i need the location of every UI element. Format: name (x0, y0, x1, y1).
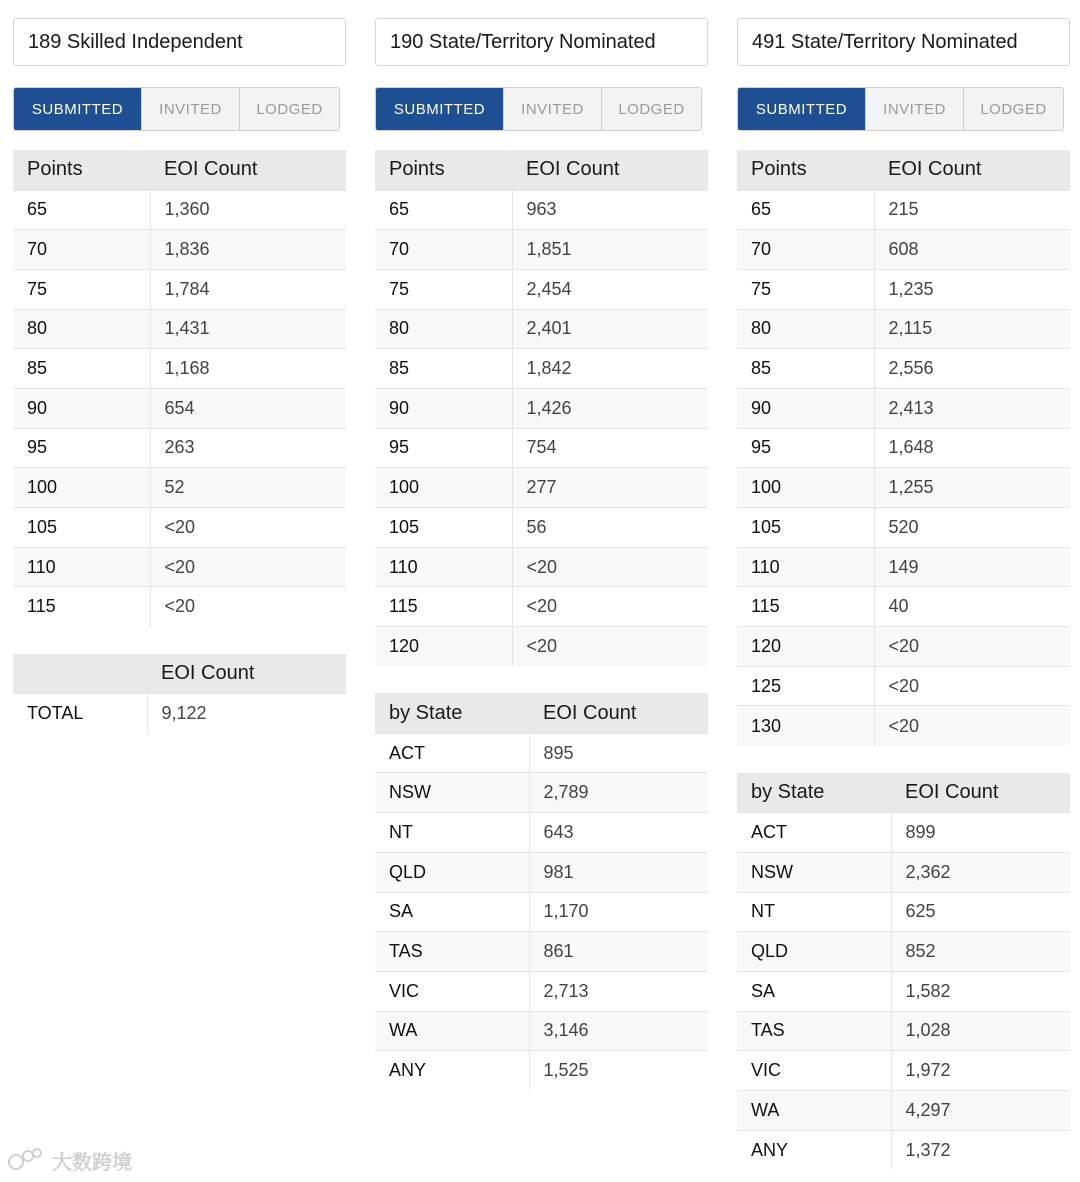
row-label-cell: SA (737, 971, 891, 1011)
table-row (737, 349, 1070, 389)
tab-invited[interactable]: INVITED (865, 88, 963, 130)
eoi-count-cell: 4,297 (891, 1090, 1070, 1130)
eoi-count-cell: 1,842 (512, 349, 708, 389)
table-header-row (737, 150, 1070, 190)
column-header: by State (737, 773, 891, 813)
row-label-cell: 105 (737, 508, 874, 548)
eoi-count-cell: 52 (150, 468, 346, 508)
table-row (13, 269, 346, 309)
table-row (737, 627, 1070, 667)
table-row (13, 468, 346, 508)
table-row (737, 892, 1070, 932)
table-row (375, 892, 708, 932)
row-label-cell: TAS (737, 1011, 891, 1051)
row-label-cell: 120 (737, 627, 874, 667)
table-row (737, 508, 1070, 548)
table-row (375, 547, 708, 587)
row-label-cell: 65 (375, 190, 512, 230)
row-label-cell: 75 (375, 269, 512, 309)
column-header: EOI Count (874, 150, 1070, 190)
eoi-count-cell: 2,713 (529, 971, 708, 1011)
eoi-count-cell: 3,146 (529, 1011, 708, 1051)
eoi-count-cell: 2,556 (874, 349, 1070, 389)
eoi-count-cell: <20 (874, 706, 1070, 746)
table-row (13, 694, 346, 734)
table-row (375, 813, 708, 853)
watermark (8, 1146, 132, 1175)
table-row (375, 932, 708, 972)
eoi-count-cell: 1,525 (529, 1051, 708, 1091)
table-row (375, 587, 708, 627)
visa-subclass-select[interactable]: 190 State/Territory Nominated (375, 18, 708, 66)
points-table (375, 150, 708, 666)
visa-column (13, 18, 346, 733)
visa-column (737, 18, 1070, 1170)
eoi-count-cell: 520 (874, 508, 1070, 548)
row-label-cell: QLD (737, 932, 891, 972)
eoi-count-cell: 899 (891, 813, 1070, 853)
points-table (737, 150, 1070, 746)
row-label-cell: ANY (737, 1130, 891, 1170)
table-row (737, 666, 1070, 706)
row-label-cell: 95 (375, 428, 512, 468)
table-header-row (13, 150, 346, 190)
column-header: EOI Count (891, 773, 1070, 813)
eoi-count-cell: <20 (874, 627, 1070, 667)
eoi-count-cell: <20 (150, 547, 346, 587)
table-row (737, 388, 1070, 428)
tab-invited[interactable]: INVITED (141, 88, 239, 130)
eoi-count-cell: 263 (150, 428, 346, 468)
row-label-cell: 100 (13, 468, 150, 508)
column-header: Points (737, 150, 874, 190)
row-label-cell: 80 (13, 309, 150, 349)
row-label-cell: 65 (13, 190, 150, 230)
table-header-row (737, 773, 1070, 813)
table-row (13, 309, 346, 349)
table-row (375, 468, 708, 508)
table-row (13, 230, 346, 270)
column-header: EOI Count (147, 654, 346, 694)
row-label-cell: VIC (737, 1051, 891, 1091)
table-row (375, 269, 708, 309)
eoi-count-cell: <20 (150, 587, 346, 627)
watermark-text: 大数跨境 (52, 1152, 132, 1174)
table-header-row (375, 693, 708, 733)
tab-lodged[interactable]: LODGED (963, 88, 1063, 130)
tab-submitted[interactable]: SUBMITTED (376, 88, 503, 130)
row-label-cell: WA (737, 1090, 891, 1130)
table-row (375, 971, 708, 1011)
row-label-cell: 105 (13, 508, 150, 548)
eoi-count-cell: 852 (891, 932, 1070, 972)
table-row (13, 428, 346, 468)
eoi-count-cell: 1,235 (874, 269, 1070, 309)
row-label-cell: 100 (737, 468, 874, 508)
table-row (737, 1011, 1070, 1051)
row-label-cell: 90 (375, 388, 512, 428)
eoi-count-cell: 1,431 (150, 309, 346, 349)
table-row (13, 190, 346, 230)
row-label-cell: NT (737, 892, 891, 932)
row-label-cell: 85 (375, 349, 512, 389)
row-label-cell: VIC (375, 971, 529, 1011)
row-label-cell: 80 (375, 309, 512, 349)
table-row (737, 269, 1070, 309)
eoi-count-cell: 608 (874, 230, 1070, 270)
table-row (737, 852, 1070, 892)
eoi-count-cell: 2,789 (529, 773, 708, 813)
status-tabs (375, 87, 702, 131)
eoi-count-cell: 1,372 (891, 1130, 1070, 1170)
eoi-count-cell: 861 (529, 932, 708, 972)
eoi-count-cell: <20 (874, 666, 1070, 706)
status-tabs (13, 87, 340, 131)
eoi-count-cell: 2,115 (874, 309, 1070, 349)
column-header: Points (13, 150, 150, 190)
table-row (737, 587, 1070, 627)
table-row (737, 230, 1070, 270)
column-header (13, 654, 147, 694)
table-row (375, 773, 708, 813)
row-label-cell: 125 (737, 666, 874, 706)
table-row (375, 852, 708, 892)
table-row (737, 1130, 1070, 1170)
table-row (737, 1051, 1070, 1091)
eoi-count-cell: 1,836 (150, 230, 346, 270)
row-label-cell: 75 (737, 269, 874, 309)
eoi-count-cell: 1,170 (529, 892, 708, 932)
eoi-count-cell: 754 (512, 428, 708, 468)
row-label-cell: 115 (13, 587, 150, 627)
tab-submitted[interactable]: SUBMITTED (738, 88, 865, 130)
row-label-cell: ACT (737, 813, 891, 853)
tab-invited[interactable]: INVITED (503, 88, 601, 130)
state-table (737, 773, 1070, 1170)
column-header: EOI Count (529, 693, 708, 733)
row-label-cell: 105 (375, 508, 512, 548)
row-label-cell: ANY (375, 1051, 529, 1091)
row-label-cell: 120 (375, 627, 512, 667)
state-table (375, 693, 708, 1090)
table-row (737, 468, 1070, 508)
eoi-count-cell: 625 (891, 892, 1070, 932)
row-label-cell: NSW (375, 773, 529, 813)
eoi-count-cell: <20 (512, 587, 708, 627)
tab-lodged[interactable]: LODGED (239, 88, 339, 130)
tab-submitted[interactable]: SUBMITTED (14, 88, 141, 130)
row-label-cell: 90 (13, 388, 150, 428)
table-row (375, 190, 708, 230)
row-label-cell: 85 (737, 349, 874, 389)
eoi-count-cell: 277 (512, 468, 708, 508)
table-row (375, 508, 708, 548)
row-label-cell: 110 (13, 547, 150, 587)
table-row (737, 1090, 1070, 1130)
total-table (13, 654, 346, 734)
eoi-count-cell: 1,028 (891, 1011, 1070, 1051)
table-row (375, 309, 708, 349)
eoi-count-cell: 9,122 (147, 694, 346, 734)
table-row (375, 627, 708, 667)
table-row (375, 349, 708, 389)
visa-subclass-select[interactable]: 189 Skilled Independent (13, 18, 346, 66)
row-label-cell: 90 (737, 388, 874, 428)
table-row (13, 349, 346, 389)
table-row (375, 230, 708, 270)
eoi-count-cell: 963 (512, 190, 708, 230)
row-label-cell: WA (375, 1011, 529, 1051)
row-label-cell: 80 (737, 309, 874, 349)
table-row (375, 733, 708, 773)
table-row (737, 813, 1070, 853)
table-row (375, 1011, 708, 1051)
column-header: EOI Count (150, 150, 346, 190)
eoi-count-cell: 2,401 (512, 309, 708, 349)
eoi-count-cell: 215 (874, 190, 1070, 230)
row-label-cell: 115 (737, 587, 874, 627)
column-header: by State (375, 693, 529, 733)
row-label-cell: 65 (737, 190, 874, 230)
row-label-cell: 110 (737, 547, 874, 587)
row-label-cell: ACT (375, 733, 529, 773)
row-label-cell: 70 (13, 230, 150, 270)
status-tabs (737, 87, 1064, 131)
table-header-row (375, 150, 708, 190)
eoi-count-cell: <20 (150, 508, 346, 548)
eoi-count-cell: 1,168 (150, 349, 346, 389)
visa-column (375, 18, 708, 1090)
eoi-count-cell: 2,362 (891, 852, 1070, 892)
table-row (737, 932, 1070, 972)
row-label-cell: SA (375, 892, 529, 932)
table-row (375, 428, 708, 468)
table-row (13, 508, 346, 548)
eoi-count-cell: 1,784 (150, 269, 346, 309)
row-label-cell: 70 (375, 230, 512, 270)
eoi-count-cell: 643 (529, 813, 708, 853)
eoi-count-cell: 1,851 (512, 230, 708, 270)
row-label-cell: 130 (737, 706, 874, 746)
table-row (737, 547, 1070, 587)
points-table (13, 150, 346, 627)
row-label-cell: TAS (375, 932, 529, 972)
table-row (375, 388, 708, 428)
eoi-count-cell: 1,360 (150, 190, 346, 230)
column-header: EOI Count (512, 150, 708, 190)
table-row (13, 388, 346, 428)
row-label-cell: 100 (375, 468, 512, 508)
row-label-cell: QLD (375, 852, 529, 892)
table-row (737, 706, 1070, 746)
eoi-count-cell: 1,972 (891, 1051, 1070, 1091)
row-label-cell: 85 (13, 349, 150, 389)
column-header: Points (375, 150, 512, 190)
table-header-row (13, 654, 346, 694)
row-label-cell: 95 (737, 428, 874, 468)
eoi-count-cell: 40 (874, 587, 1070, 627)
row-label-cell: 110 (375, 547, 512, 587)
eoi-count-cell: 1,582 (891, 971, 1070, 1011)
row-label-cell: 70 (737, 230, 874, 270)
eoi-count-cell: 1,648 (874, 428, 1070, 468)
eoi-count-cell: <20 (512, 627, 708, 667)
row-label-cell: 95 (13, 428, 150, 468)
table-row (737, 190, 1070, 230)
visa-subclass-select[interactable]: 491 State/Territory Nominated (737, 18, 1070, 66)
eoi-count-cell: <20 (512, 547, 708, 587)
row-label-cell: NSW (737, 852, 891, 892)
eoi-count-cell: 149 (874, 547, 1070, 587)
row-label-cell: NT (375, 813, 529, 853)
table-row (13, 587, 346, 627)
row-label-cell: 75 (13, 269, 150, 309)
eoi-count-cell: 895 (529, 733, 708, 773)
table-row (375, 1051, 708, 1091)
table-row (13, 547, 346, 587)
eoi-count-cell: 1,255 (874, 468, 1070, 508)
eoi-count-cell: 1,426 (512, 388, 708, 428)
table-row (737, 309, 1070, 349)
tab-lodged[interactable]: LODGED (601, 88, 701, 130)
eoi-count-cell: 2,413 (874, 388, 1070, 428)
eoi-count-cell: 2,454 (512, 269, 708, 309)
row-label-cell: 115 (375, 587, 512, 627)
table-row (737, 428, 1070, 468)
row-label-cell: TOTAL (13, 694, 147, 734)
eoi-count-cell: 654 (150, 388, 346, 428)
table-row (737, 971, 1070, 1011)
eoi-count-cell: 981 (529, 852, 708, 892)
watermark-logo-icon (8, 1148, 48, 1174)
eoi-count-cell: 56 (512, 508, 708, 548)
